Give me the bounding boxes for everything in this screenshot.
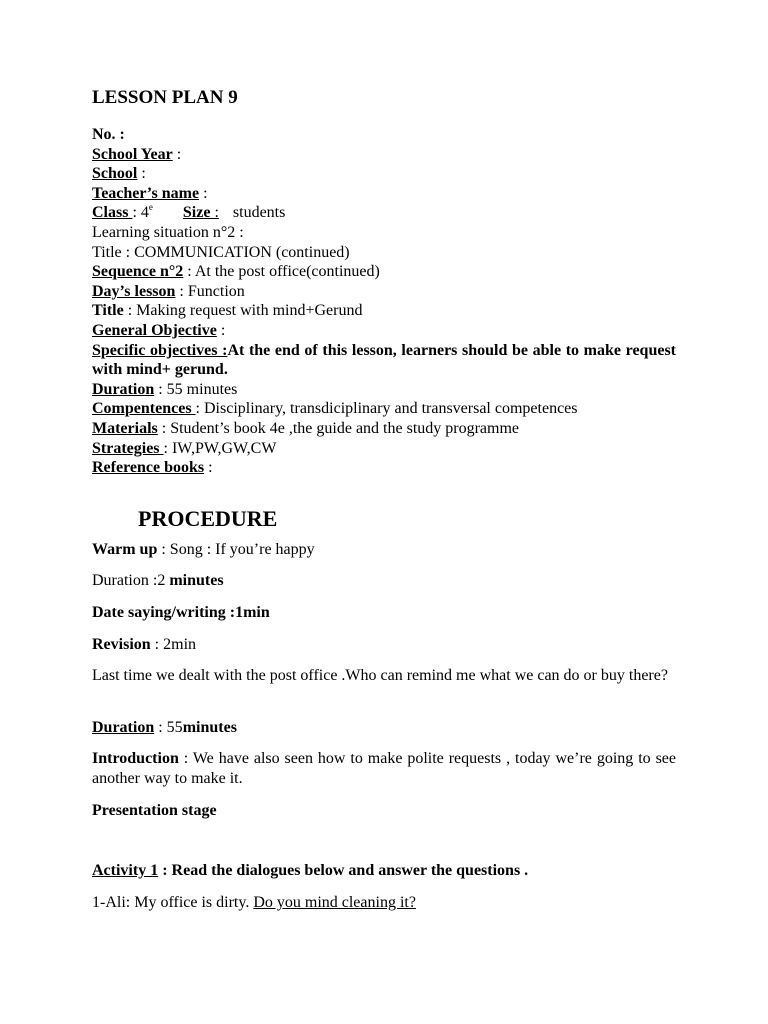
general-objective-label: General Objective — [92, 321, 217, 339]
activity-value: : Read the dialogues below and answer the questions . — [158, 862, 529, 879]
activity-1-line — [92, 861, 676, 881]
dialogue-prefix: 1-Ali: My office is dirty. — [92, 894, 254, 911]
school-sep: : — [137, 165, 146, 183]
lesson-plan-title: LESSON PLAN 9 — [92, 87, 238, 108]
school-year-line — [92, 145, 676, 165]
presentation-stage-line: Presentation stage — [92, 802, 217, 819]
class-superscript: e — [148, 202, 153, 213]
warm-up-value: : Song : If you’re happy — [157, 541, 315, 558]
school-year-label: School Year — [92, 145, 173, 163]
duration2-prefix: : 55 — [154, 719, 183, 736]
introduction-label: Introduction — [92, 750, 179, 767]
duration2-label: Duration — [92, 719, 155, 736]
title2-value: : Making request with mind+Gerund — [123, 302, 363, 320]
materials-value: : Student’s book 4e ,the guide and the study programme — [157, 419, 520, 437]
reference-books-sep: : — [204, 459, 213, 477]
warm-up-label: Warm up — [92, 541, 158, 558]
duration-55-line — [92, 718, 676, 738]
school-year-sep: : — [172, 145, 182, 163]
reference-books-label: Reference books — [92, 459, 205, 477]
school-label: School — [92, 165, 138, 183]
specific-objectives-value: At the end of this lesson, learners should be able to make request with mind+ gerund. — [92, 341, 676, 379]
materials-label: Materials — [92, 419, 158, 437]
dialogue-underlined: Do you mind cleaning it? — [253, 894, 416, 911]
introduction-value: : We have also seen how to make polite requests , today we’re going to see another way to make it. — [92, 750, 676, 787]
teacher-label: Teacher’s name — [92, 184, 200, 202]
strategies-label: Strategies — [92, 439, 164, 457]
class-label: Class — [92, 204, 133, 222]
procedure-heading: PROCEDURE — [138, 506, 278, 531]
date-saying-line: Date saying/writing :1min — [92, 604, 270, 621]
duration-line — [92, 380, 676, 400]
specific-objectives-line — [92, 341, 676, 380]
teacher-sep: : — [199, 184, 208, 202]
strategies-line — [92, 439, 676, 459]
duration2-bold: minutes — [182, 719, 237, 736]
duration-value: : 55 minutes — [154, 380, 238, 398]
no-line: No. : — [92, 126, 125, 143]
size-sep: : — [214, 204, 219, 222]
sequence-line — [92, 262, 676, 282]
duration-label: Duration — [92, 380, 155, 398]
title-function-line — [92, 301, 676, 321]
sequence-value: : At the post office(continued) — [183, 263, 380, 281]
duration-2min-line — [92, 571, 676, 591]
general-objective-sep: : — [216, 321, 226, 339]
general-objective-line — [92, 321, 676, 341]
last-time-paragraph: Last time we dealt with the post office .Who can remind me what we can do or buy there? — [92, 667, 668, 684]
size-label: Size — [182, 204, 215, 222]
activity-label: Activity 1 — [92, 862, 159, 879]
class-size-line — [92, 203, 676, 223]
specific-objectives-label: Specific objectives : — [92, 341, 228, 359]
days-lesson-line — [92, 282, 676, 302]
size-value: students — [232, 204, 286, 222]
competences-line — [92, 399, 676, 419]
competences-label: Compentences — [92, 400, 196, 418]
materials-line — [92, 419, 676, 439]
class-sep: : 4 — [132, 204, 149, 222]
strategies-value: : IW,PW,GW,CW — [163, 439, 277, 457]
reference-books-line — [92, 458, 676, 478]
title-communication-line: Title : COMMUNICATION (continued) — [92, 243, 350, 261]
title2-label: Title — [92, 302, 124, 320]
lesson-header-block — [92, 125, 676, 478]
learning-situation-line: Learning situation n°2 : — [92, 223, 244, 241]
sequence-label: Sequence n°2 — [92, 263, 184, 281]
days-lesson-value: : Function — [175, 282, 245, 300]
introduction-paragraph — [92, 749, 676, 788]
dialogue-1-line — [92, 893, 676, 913]
revision-label: Revision — [92, 636, 151, 653]
revision-value: : 2min — [150, 636, 197, 653]
revision-line — [92, 635, 676, 655]
days-lesson-label: Day’s lesson — [92, 282, 176, 300]
warm-up-line — [92, 540, 676, 560]
teacher-line — [92, 184, 676, 204]
competences-value: : Disciplinary, transdiciplinary and transversal competences — [195, 400, 578, 418]
duration1-prefix: Duration :2 — [92, 572, 170, 589]
school-line — [92, 164, 676, 184]
duration1-bold: minutes — [169, 572, 224, 589]
